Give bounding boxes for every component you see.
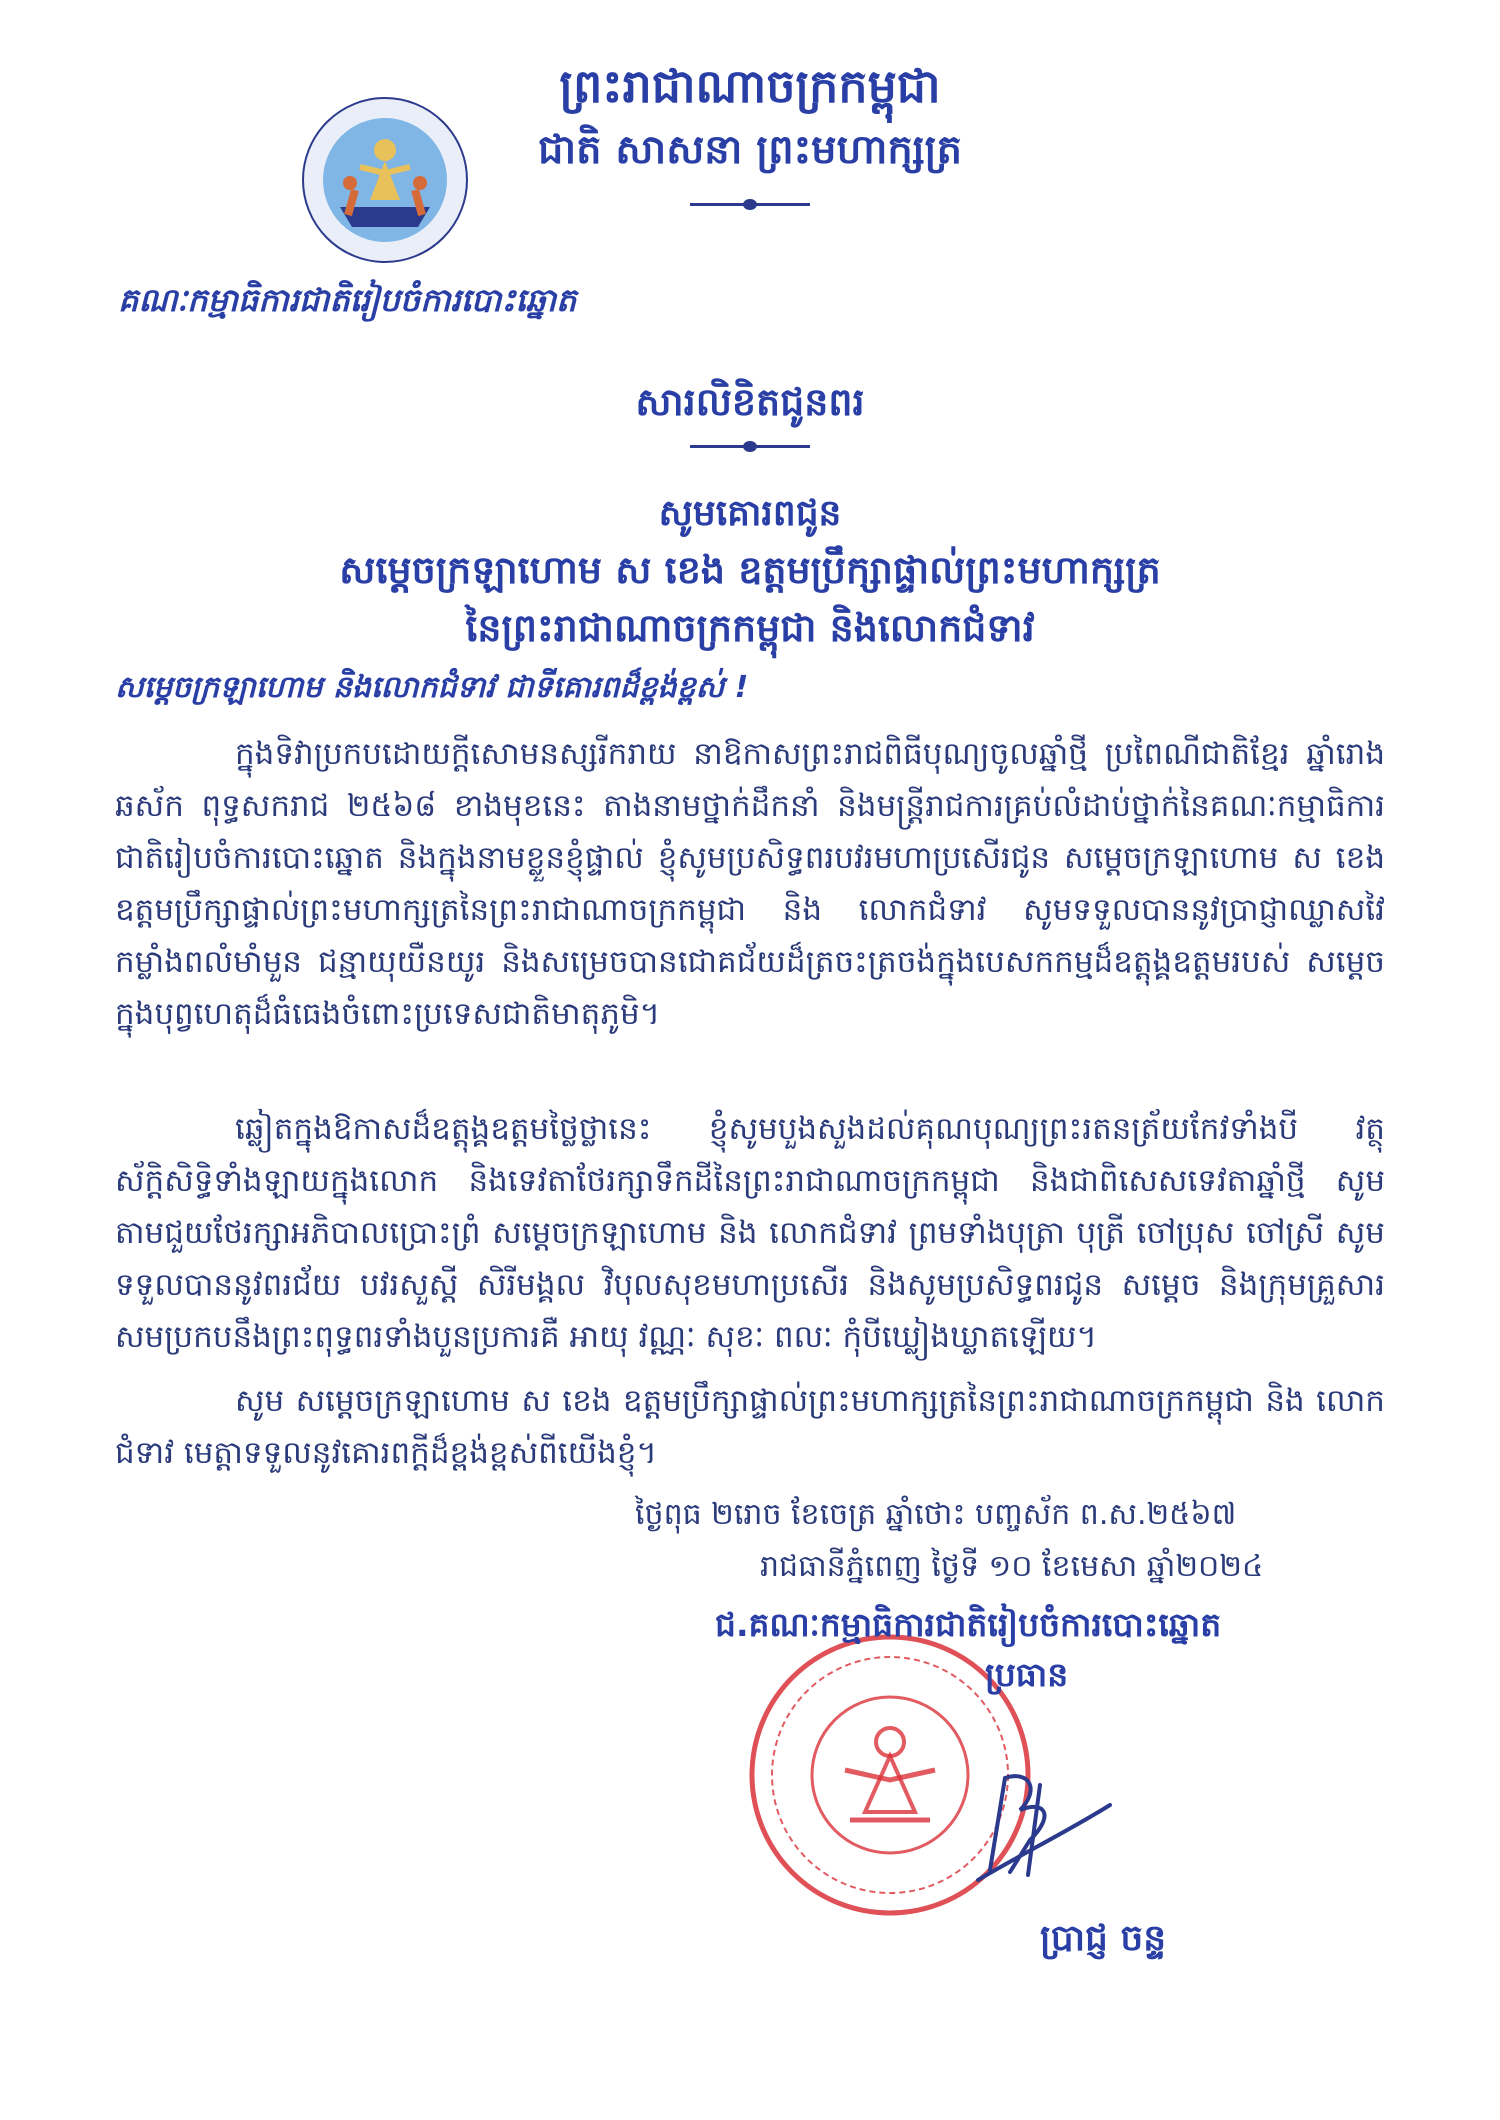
document-title: សារលិខិតជូនពរ [635,380,865,424]
committee-name: គណៈកម្មាធិការជាតិរៀបចំការបោះឆ្នោត [118,281,577,319]
recipient-title: នៃព្រះរាជាណាចក្រកម្ពុជា និងលោកជំទាវ [465,606,1035,650]
header-divider [690,203,810,206]
solar-date: រាជធានីភ្នំពេញ ថ្ងៃទី ១០ ខែមេសា ឆ្នាំ២០២៤ [760,1549,1264,1584]
lunar-date: ថ្ងៃពុធ ២រោច ខែចេត្រ ឆ្នាំថោះ បញ្ចស័ក ព.ស.២៥៦៧ [635,1497,1237,1532]
body-paragraph: ឆ្លៀតក្នុងឱកាសដ៏ឧត្តុង្គឧត្តមថ្លៃថ្លានេះ ខ្ញុំសូមបួងសួងដល់គុណបុណ្យព្រះរតនត្រ័យកែវទាំងបី វត្ថុស័ក្តិសិទ្ធិទាំងឡាយក្នុងលោក និងទេវតាថែរក្សាទឹកដីនៃព្រះរាជាណាចក្រកម្ពុជា និងជាពិសេសទេវតាឆ្នាំថ្មី សូមតាមជួយថែរក្សាអភិបាលប្រោះព្រំ សម្តេចក្រឡាហោម និង លោកជំទាវ ព្រមទាំងបុត្រា បុត្រី ចៅប្រុស ចៅស្រី សូមទទួលបាននូវពរជ័យ បវរសួស្តី សិរីមង្គល វិបុលសុខមហាប្រសើរ និងសូមប្រសិទ្ធពរជូន សម្តេច និងក្រុមគ្រួសារ សមប្រកបនឹងព្រះពុទ្ធពរទាំងបួនប្រការគឺ អាយុ វណ្ណៈ សុខៈ ពលៈ កុំបីឃ្លៀងឃ្លាតឡើយ។ [115,1111,1385,1355]
body-paragraph: សូម សម្តេចក្រឡាហោម ស ខេង ឧត្តមប្រឹក្សាផ្ទាល់ព្រះមហាក្សត្រនៃព្រះរាជាណាចក្រកម្ពុជា និង លោកជំទាវ មេត្តាទទួលនូវគោរពក្តីដ៏ខ្ពង់ខ្ពស់ពីយើងខ្ញុំ។ [115,1383,1385,1471]
kingdom-title: ព្រះរាជាណាចក្រកម្ពុជា [559,59,941,113]
signatory-organization: ជ.គណៈកម្មាធិការជាតិរៀបចំការបោះឆ្នោត [715,1605,1222,1644]
body-paragraph: ក្នុងទិវាប្រកបដោយក្តីសោមនស្សរីករាយ នាឱកាសព្រះរាជពិធីបុណ្យចូលឆ្នាំថ្មី ប្រពៃណីជាតិខ្មែរ ឆ្នាំរោង ឆស័ក ពុទ្ធសករាជ ២៥៦៨ ខាងមុខនេះ តាងនាមថ្នាក់ដឹកនាំ និងមន្ត្រីរាជការគ្រប់លំដាប់ថ្នាក់នៃគណៈកម្មាធិការជាតិរៀបចំការបោះឆ្នោត និងក្នុងនាមខ្លួនខ្ញុំផ្ទាល់ ខ្ញុំសូមប្រសិទ្ធពរបវរមហាប្រសើរជូន សម្តេចក្រឡាហោម ស ខេង ឧត្តមប្រឹក្សាផ្ទាល់ព្រះមហាក្សត្រនៃព្រះរាជាណាចក្រកម្ពុជា និង លោកជំទាវ សូមទទួលបាននូវប្រាជ្ញាឈ្លាសវៃ កម្លាំងពលំមាំមួន ជន្មាយុយឺនយូរ និងសម្រេចបានជោគជ័យដ៏ត្រចះត្រចង់ក្នុងបេសកកម្មដ៏ឧត្តុង្គឧត្តមរបស់ សម្តេច ក្នុងបុព្វហេតុដ៏ធំធេងចំពោះប្រទេសជាតិមាតុភូមិ។ [115,736,1385,1032]
recipient-greeting: សូមគោរពជូន [658,493,842,534]
national-election-committee-emblem-icon [300,95,470,265]
national-motto: ជាតិ សាសនា ព្រះមហាក្សត្រ [538,127,962,173]
signatory-title: ប្រធាន [985,1655,1069,1694]
recipient-name: សម្តេចក្រឡាហោម ស ខេង ឧត្តមប្រឹក្សាផ្ទាល់ព្រះមហាក្សត្រ [339,548,1161,592]
salutation: សម្តេចក្រឡាហោម និងលោកជំទាវ ជាទីគោរពដ៏ខ្ពង់ខ្ពស់ ! [115,670,749,705]
signatory-name: ប្រាជ្ញ ចន្ទ [1040,1918,1167,1959]
title-divider [690,445,810,448]
handwritten-signature-icon [970,1760,1120,1890]
